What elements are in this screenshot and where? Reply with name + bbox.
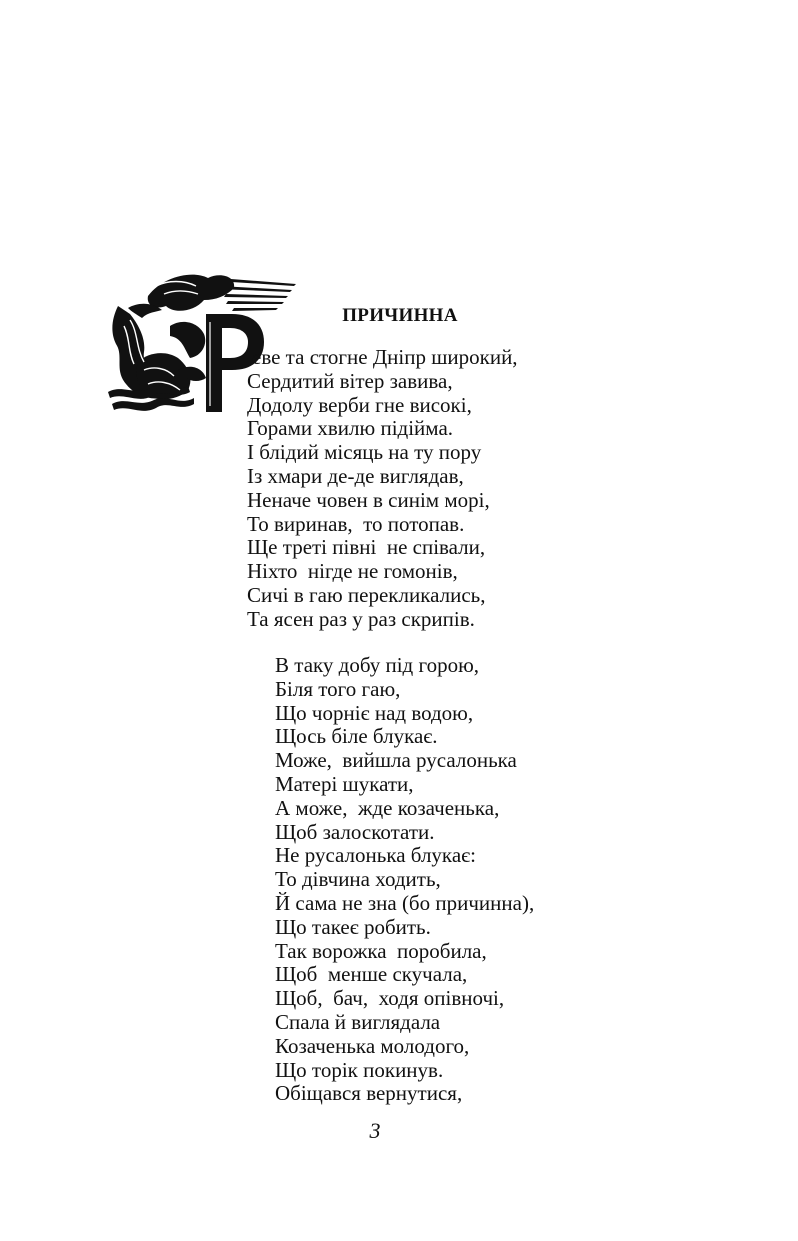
poem-line: Додолу верби гне високі, xyxy=(247,392,472,417)
poem-line: Горами хвилю підійма. xyxy=(247,416,454,441)
poem-line: Обіщався вернутися, xyxy=(275,1081,463,1106)
poem-line: Матері шукати, xyxy=(275,771,414,796)
poem-line: І блідий місяць на ту пору xyxy=(247,440,482,465)
poem-line: Й сама не зна (бо причинна), xyxy=(275,890,535,915)
poem-title: ПРИЧИННА xyxy=(342,305,458,326)
poem-line: Так ворожка поробила, xyxy=(275,938,487,963)
poem-line: Біля того гаю, xyxy=(275,676,401,701)
poem-line: Щоб менше скучала, xyxy=(275,962,468,987)
poem-line: Сердитий вітер завива, xyxy=(247,368,453,393)
poem-line: Неначе човен в синім морі, xyxy=(247,487,490,512)
poem-line: Що чорніє над водою, xyxy=(275,700,474,725)
poem-line: Щоб, бач, ходя опівночі, xyxy=(275,986,505,1011)
poem-line: Ще треті півні не співали, xyxy=(247,535,486,560)
poem-line: Щоб залоскотати. xyxy=(275,819,435,844)
poem-line: Сичі в гаю перекликались, xyxy=(247,582,486,607)
poem-line: Що торік покинув. xyxy=(275,1057,444,1082)
poem-line: Козаченька молодого, xyxy=(275,1033,470,1058)
poem-line: Не русалонька блукає: xyxy=(275,843,476,868)
poem-line: То виринав, то потопав. xyxy=(247,511,465,536)
poem-line: Ніхто нігде не гомонів, xyxy=(247,559,458,584)
poem-line: А може, жде козаченька, xyxy=(275,795,500,820)
page-number: 3 xyxy=(369,1118,381,1143)
poem-line: Що такеє робить. xyxy=(275,914,431,939)
poem-line: Щось біле блукає. xyxy=(275,724,438,749)
stanza-2 xyxy=(275,654,534,1106)
stanza-1 xyxy=(247,346,518,632)
poem-line: Та ясен раз у раз скрипів. xyxy=(247,606,475,631)
poem-line: еве та стогне Дніпр широкий, xyxy=(252,345,518,369)
poem-line: Може, вийшла русалонька xyxy=(275,748,517,773)
poem-line: Із хмари де-де виглядав, xyxy=(247,463,464,488)
poem-line: Спала й виглядала xyxy=(275,1009,441,1034)
poem-line: В таку добу під горою, xyxy=(275,653,480,677)
poem-line: То дівчина ходить, xyxy=(275,867,441,892)
